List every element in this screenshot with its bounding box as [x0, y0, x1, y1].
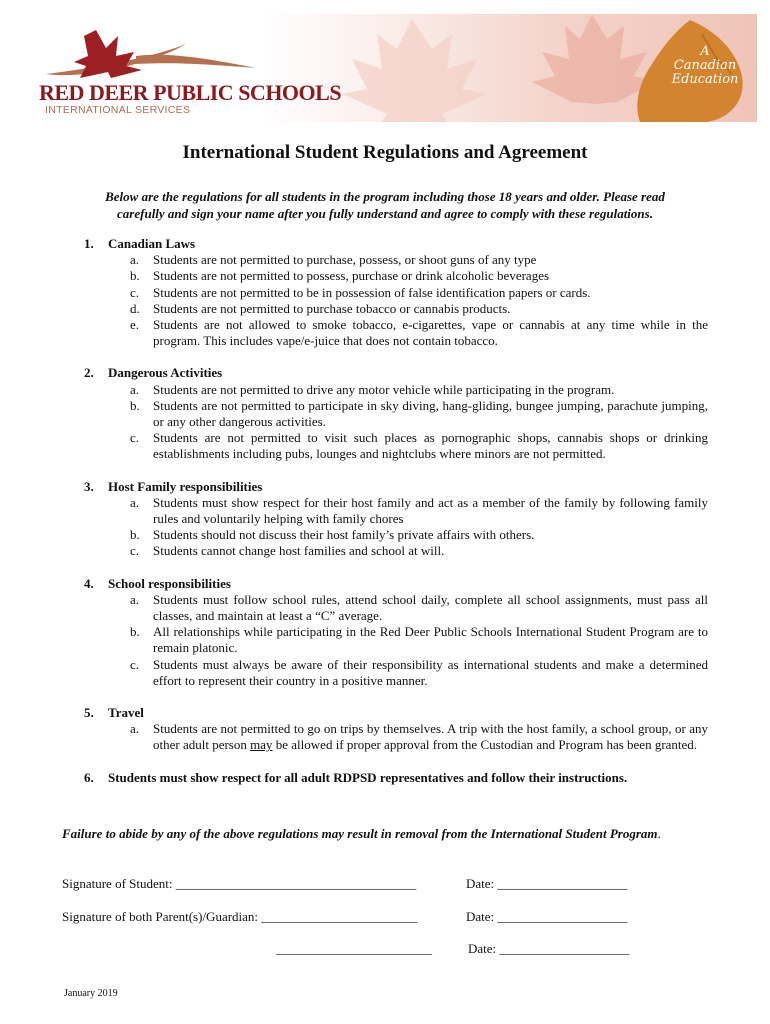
item-letter: c. — [130, 430, 140, 446]
item-letter: c. — [130, 284, 140, 300]
section-respect — [0, 770, 770, 786]
item-letter: b. — [130, 527, 140, 543]
section-dangerous-activities — [0, 365, 770, 462]
list-item — [108, 624, 708, 656]
item-text: Students are not permitted to be in possession of false identification papers or cards. — [153, 284, 591, 300]
document-date: January 2019 — [64, 988, 118, 999]
failure-warning — [62, 826, 661, 842]
student-date-field[interactable]: Date: ____________________ — [466, 876, 628, 891]
item-letter: c. — [130, 543, 140, 559]
edu-line-3: Education — [671, 72, 739, 87]
item-letter: a. — [130, 591, 140, 607]
item-letter: a. — [130, 494, 140, 510]
section-title: Dangerous Activities — [108, 365, 223, 381]
section-number: 1. — [84, 236, 94, 251]
item-letter: a. — [130, 252, 140, 268]
edu-line-2: Canadian — [673, 58, 737, 73]
logo — [36, 22, 342, 117]
section-title: School responsibilities — [108, 575, 231, 591]
item-text: Students are not permitted to purchase tobacco or cannabis products. — [153, 300, 511, 316]
section-number: 4. — [84, 575, 94, 591]
item-letter: b. — [130, 397, 140, 413]
list-item — [108, 382, 708, 398]
item-letter: c. — [130, 656, 140, 672]
intro-text — [62, 188, 708, 222]
item-letter: e. — [130, 317, 140, 333]
second-parent-date-field[interactable]: Date: ____________________ — [468, 941, 630, 956]
section-title: Host Family responsibilities — [108, 478, 263, 494]
list-item — [108, 398, 708, 430]
item-letter: d. — [130, 300, 140, 316]
list-item — [108, 430, 708, 462]
section-number: 6. — [84, 769, 94, 785]
section-number: 3. — [84, 478, 94, 494]
list-item — [108, 252, 708, 268]
canadian-education-text — [660, 45, 750, 87]
list-item — [108, 592, 708, 624]
edu-line-1: A — [700, 44, 710, 59]
item-letter: b. — [130, 624, 140, 640]
list-item — [108, 527, 708, 543]
item-text: Students should not discuss their host family’s private affairs with others. — [153, 527, 535, 543]
item-text: Students are not permitted to possess, purchase or drink alcoholic beverages — [153, 268, 550, 284]
regulations-list — [0, 236, 770, 802]
item-text: Students are not permitted to go on trips by themselves. A trip with the host family, a school group, or any other adult person — [153, 721, 708, 753]
item-text: Students are not permitted to visit such places as pornographic shops, cannabis shops or drinking establishments including pubs, lounges and nightclubs where minors are not permitted. — [153, 430, 708, 462]
item-letter: a. — [130, 721, 140, 737]
failure-warning-text: Failure to abide by any of the above regulations may result in removal from the International Student Program — [62, 826, 658, 841]
student-signature-field[interactable]: Signature of Student: _____________________________________ — [62, 876, 417, 891]
item-letter: a. — [130, 381, 140, 397]
item-text: Students must always be aware of their responsibility as international students and make a determined effort to represent their country in a positive manner. — [153, 656, 708, 688]
section-host-family — [0, 479, 770, 560]
list-item — [108, 268, 708, 284]
intro-line-2: carefully and sign your name after you fully understand and agree to comply with these regulations. — [117, 206, 653, 221]
item-text: Students are not allowed to smoke tobacco, e-cigarettes, vape or cannabis at any time while in the program. This includes vape/e-juice that does not contain tobacco. — [153, 317, 708, 349]
list-item — [108, 543, 708, 559]
page-title: International Student Regulations and Agreement — [182, 142, 588, 163]
second-parent-signature-field[interactable]: ________________________ — [276, 941, 432, 956]
list-item — [108, 657, 708, 689]
item-text: Students cannot change host families and school at will. — [153, 543, 445, 559]
failure-warning-period: . — [657, 826, 661, 841]
section-title: Canadian Laws — [108, 236, 196, 251]
section-title: Students must show respect for all adult RDPSD representatives and follow their instructions. — [108, 769, 628, 785]
item-text: Students must follow school rules, attend school daily, complete all school assignments, must pass all classes, and maintain at least a “C” average. — [153, 591, 708, 624]
item-text: Students are not permitted to participate in sky diving, hang-gliding, bungee jumping, parachute jumping, or any other dangerous activities. — [153, 397, 708, 430]
item-letter: b. — [130, 268, 140, 284]
section-school — [0, 576, 770, 689]
item-text: Students are not permitted to drive any motor vehicle while participating in the program. — [153, 381, 615, 397]
item-text: Students are not permitted to purchase, possess, or shoot guns of any type — [153, 252, 537, 268]
section-number: 5. — [84, 705, 94, 721]
list-item — [108, 317, 708, 349]
logo-leaf-icon — [36, 22, 266, 82]
section-travel — [0, 705, 770, 754]
header — [0, 0, 770, 125]
list-item — [108, 495, 708, 527]
item-text-underlined: may — [250, 737, 273, 753]
logo-name: RED DEER PUBLIC SCHOOLS — [39, 80, 342, 105]
section-number: 2. — [84, 365, 94, 381]
intro-line-1: Below are the regulations for all students in the program including those 18 years and older. Please read — [105, 189, 665, 204]
item-text: All relationships while participating in the Red Deer Public Schools International Student Program are to remain platonic. — [153, 624, 708, 656]
item-text: be allowed if proper approval from the Custodian and Program has been granted. — [272, 737, 698, 753]
parent-signature-field[interactable]: Signature of both Parent(s)/Guardian: ________________________ — [62, 909, 418, 924]
logo-subtitle: INTERNATIONAL SERVICES — [45, 104, 191, 116]
parent-date-field[interactable]: Date: ____________________ — [466, 909, 628, 924]
list-item — [108, 285, 708, 301]
list-item — [108, 721, 708, 753]
section-title: Travel — [108, 705, 144, 721]
section-canadian-laws — [0, 236, 770, 349]
item-text: Students must show respect for their host family and act as a member of the family by following family rules and voluntarily helping with family chores — [153, 494, 708, 527]
list-item — [108, 301, 708, 317]
